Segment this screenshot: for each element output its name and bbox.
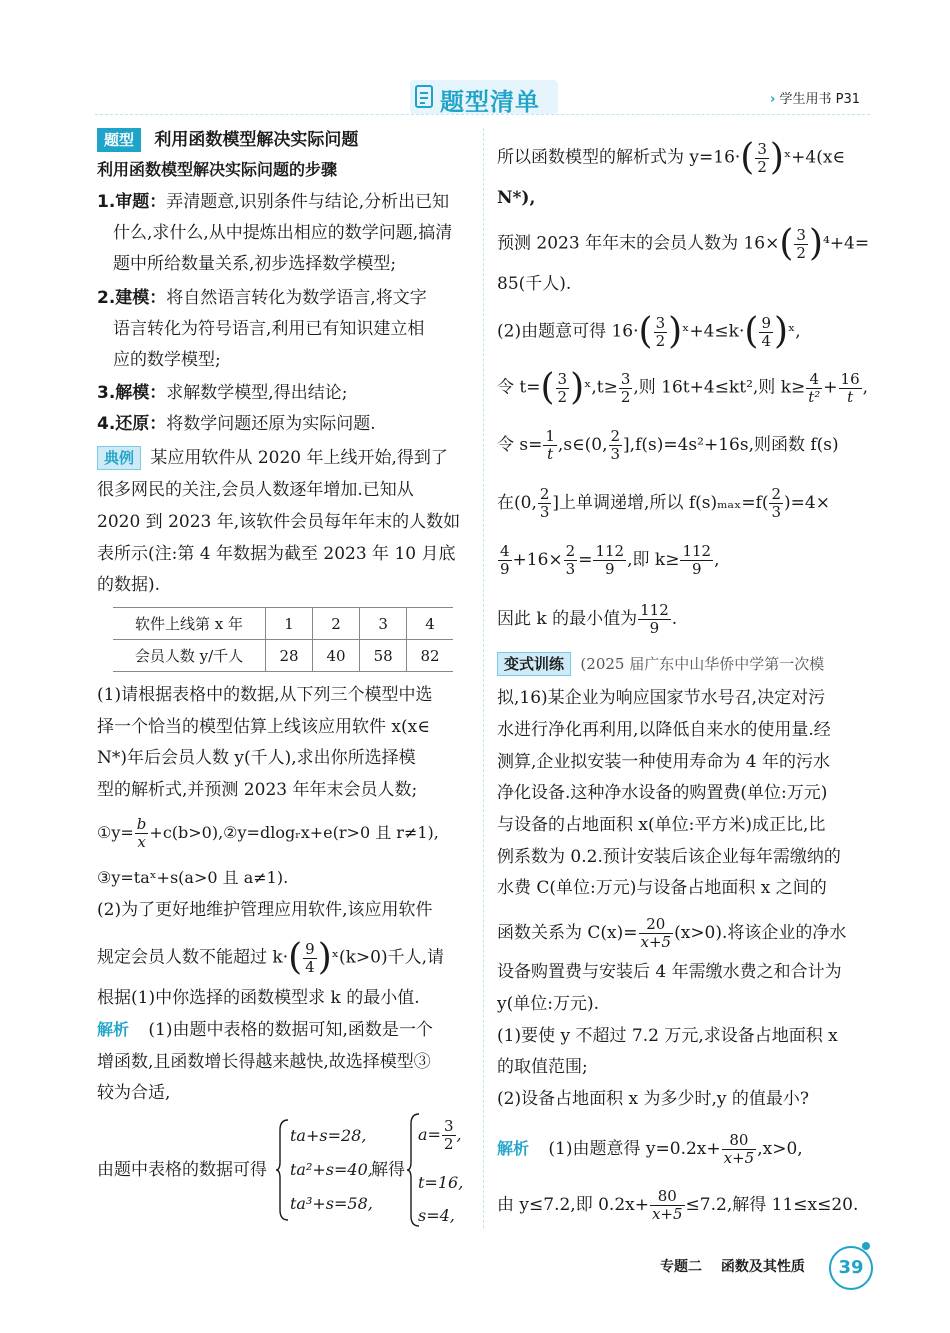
fraction: $\frac{80}{x+5}$ bbox=[651, 1187, 683, 1223]
table-row bbox=[113, 640, 453, 672]
table-cell: 40 bbox=[313, 640, 360, 672]
table-cell: 58 bbox=[360, 640, 407, 672]
fraction: $\frac{3}{2}$ bbox=[655, 313, 666, 350]
table-cell: 1 bbox=[266, 608, 313, 640]
right-line-2: N*), bbox=[497, 188, 536, 208]
model-options-line-1: ①y= $\frac{b}{x}$ +c(b>0),②y=dlogᵣx+e(r>0 且 r≠1), bbox=[97, 815, 439, 851]
variant-line-10: 设备购置费与安装后 4 年需缴水费之和合计为 bbox=[497, 962, 842, 982]
right-line-5: (2)由题意可得 16·( $\frac{3}{2}$ )ˣ+4≤k·( $\frac{9}{4}$ )ˣ, bbox=[497, 311, 801, 352]
right-line-1: 所以函数模型的解析式为 y=16·( $\frac{3}{2}$ )ˣ+4(x∈ bbox=[497, 137, 846, 178]
fraction: $\frac{b}{x}$ bbox=[136, 815, 147, 851]
variant-line-4: 测算,企业拟安装一种使用寿命为 4 年的污水 bbox=[497, 752, 831, 772]
table-cell: 82 bbox=[407, 640, 453, 672]
question-2-line-1: (2)为了更好地维护管理应用软件,该应用软件 bbox=[97, 900, 433, 920]
variant-line-5: 净化设备.这种净水设备的购置费(单位:万元) bbox=[497, 783, 828, 803]
header-title-badge bbox=[410, 80, 558, 114]
variant-line-12: (1)要使 y 不超过 7.2 万元,求设备占地面积 x bbox=[497, 1026, 838, 1046]
solution-tag: 解析 bbox=[97, 1020, 130, 1039]
header-rule bbox=[95, 114, 870, 115]
variant-line-8: 水费 C(单位:万元)与设备占地面积 x 之间的 bbox=[497, 878, 827, 898]
table-cell: 28 bbox=[266, 640, 313, 672]
example-line-3: 2020 到 2023 年,该软件会员每年年末的人数如 bbox=[97, 512, 461, 532]
question-2-line-3: 根据(1)中你选择的函数模型求 k 的最小值. bbox=[97, 988, 420, 1008]
solution-line-3: 较为合适, bbox=[97, 1083, 171, 1103]
fraction: $\frac{112}{9}$ bbox=[682, 542, 712, 578]
data-table bbox=[113, 607, 453, 672]
fraction: $\frac{4}{9}$ bbox=[500, 542, 510, 578]
question-1-line-2: 择一个恰当的模型估算上线该应用软件 x(x∈ bbox=[97, 717, 430, 737]
variant-tag: 变式训练 bbox=[497, 652, 571, 676]
right-line-6: 令 t=( $\frac{3}{2}$ )ˣ,t≥ $\frac{3}{2}$ ,则 16t+4≤kt²,则 k≥ $\frac{4}{\text{t²}}$ + $\frac{16}{t}$ , bbox=[497, 367, 869, 408]
variant-solution-line-1: 解析 (1)由题意得 y=0.2x+ $\frac{80}{x+5}$ ,x>0, bbox=[497, 1131, 803, 1167]
page-dot-icon bbox=[862, 1242, 870, 1250]
page-number: 39 bbox=[838, 1257, 864, 1278]
system-eq-2: ta²+s=40, bbox=[290, 1160, 373, 1179]
fraction: $\frac{2}{3}$ bbox=[565, 542, 576, 578]
system-eq-1: ta+s=28, bbox=[290, 1126, 367, 1145]
table-row bbox=[113, 608, 453, 640]
example-line-1: 典例 某应用软件从 2020 年上线开始,得到了 bbox=[97, 446, 448, 470]
right-line-8: 在(0, $\frac{2}{3}$ ]上单调递增,所以 f(s)ₘₐₓ=f( $\frac{2}{3}$ )=4× bbox=[497, 485, 830, 521]
system-prefix: 由题中表格的数据可得 bbox=[97, 1160, 267, 1180]
variant-line-2: 拟,16)某企业为响应国家节水号召,决定对污 bbox=[497, 688, 826, 708]
checklist-icon bbox=[414, 84, 436, 110]
topic-title: 利用函数模型解决实际问题 bbox=[154, 130, 359, 150]
footer-chapter: 专题二 函数及其性质 bbox=[660, 1259, 805, 1275]
system-eq-3: ta³+s=58, bbox=[290, 1194, 373, 1213]
table-cell: 4 bbox=[407, 608, 453, 640]
chevron-right-icon: › bbox=[770, 92, 776, 107]
result-t: t=16, bbox=[418, 1173, 464, 1192]
step-1-line-1: 1.审题：弄清题意,识别条件与结论,分析出已知 bbox=[97, 192, 450, 212]
fraction: $\frac{20}{x+5}$ bbox=[640, 915, 672, 951]
fraction: $\frac{2}{3}$ bbox=[539, 485, 550, 521]
variant-line-3: 水进行净化再利用,以降低自来水的使用量.经 bbox=[497, 720, 831, 740]
steps-title: 利用函数模型解决实际问题的步骤 bbox=[97, 160, 338, 179]
fraction: $\frac{3}{2}$ bbox=[557, 369, 568, 406]
fraction: $\frac{9}{4}$ bbox=[761, 313, 771, 350]
solution-tag: 解析 bbox=[497, 1139, 530, 1158]
example-line-4: 表所示(注:第 4 年数据为截至 2023 年 10 月底 bbox=[97, 544, 456, 564]
question-2-line-2: 规定会员人数不能超过 k·( $\frac{9}{4}$ )ˣ(k>0)千人,请 bbox=[97, 937, 444, 978]
question-1-line-4: 型的解析式,并预测 2023 年年末会员人数; bbox=[97, 780, 418, 800]
result-a: a= $\frac{3}{2}$ , bbox=[418, 1117, 462, 1153]
result-s: s=4, bbox=[418, 1206, 455, 1225]
question-1-line-1: (1)请根据表格中的数据,从下列三个模型中选 bbox=[97, 685, 433, 705]
topic-tag: 题型 bbox=[97, 128, 141, 152]
variant-line-6: 与设备的占地面积 x(单位:平方米)成正比,比 bbox=[497, 815, 826, 835]
example-tag: 典例 bbox=[97, 446, 141, 470]
fraction: $\frac{2}{3}$ bbox=[771, 485, 782, 521]
step-1-line-2: 什么,求什么,从中提炼出相应的数学问题,搞清 bbox=[113, 223, 453, 243]
table-cell: 会员人数 y/千人 bbox=[113, 640, 266, 672]
variant-line-14: (2)设备占地面积 x 为多少时,y 的值最小? bbox=[497, 1089, 810, 1109]
fraction: $\frac{16}{t}$ bbox=[840, 369, 860, 406]
right-line-3: 预测 2023 年年末的会员人数为 16×( $\frac{3}{2}$ )⁴+4= bbox=[497, 223, 870, 264]
variant-solution-line-2: 由 y≤7.2,即 0.2x+ $\frac{80}{x+5}$ ≤7.2,解得 11≤x≤20. bbox=[497, 1187, 859, 1223]
left-brace bbox=[276, 1118, 290, 1222]
step-2-line-3: 应的数学模型; bbox=[113, 350, 221, 370]
solution-line-2: 增函数,且函数增长得越来越快,故选择模型③ bbox=[97, 1052, 431, 1072]
step-2-line-1: 2.建模：将自然语言转化为数学语言,将文字 bbox=[97, 288, 427, 308]
fraction: $\frac{2}{3}$ bbox=[610, 427, 621, 463]
fraction: $\frac{9}{4}$ bbox=[305, 939, 315, 976]
question-1-line-3: N*)年后会员人数 y(千人),求出你所选择模 bbox=[97, 748, 416, 768]
model-options-line-2: ③y=taˣ+s(a>0 且 a≠1). bbox=[97, 868, 289, 887]
fraction: $\frac{3}{2}$ bbox=[796, 225, 806, 262]
step-2-line-2: 语言转化为符号语言,利用已有知识建立相 bbox=[113, 319, 425, 339]
solution-line-1: 解析 (1)由题中表格的数据可知,函数是一个 bbox=[97, 1020, 433, 1040]
table-cell: 2 bbox=[313, 608, 360, 640]
table-cell: 3 bbox=[360, 608, 407, 640]
example-line-5: 的数据). bbox=[97, 575, 161, 595]
step-4-line-1: 4.还原：将数学问题还原为实际问题. bbox=[97, 414, 376, 434]
variant-line-11: y(单位:万元). bbox=[497, 994, 599, 1014]
system-solve-word: 解得 bbox=[371, 1160, 405, 1180]
right-line-7: 令 s= $\frac{1}{t}$ ,s∈(0, $\frac{2}{3}$ ],f(s)=4s²+16s,则函数 f(s) bbox=[497, 427, 839, 463]
variant-line-1: 变式训练 (2025 届广东中山华侨中学第一次模 bbox=[497, 652, 824, 676]
right-line-4: 85(千人). bbox=[497, 274, 572, 294]
variant-line-7: 例系数为 0.2.预计安装后该企业每年需缴纳的 bbox=[497, 847, 841, 867]
right-line-10: 因此 k 的最小值为 $\frac{112}{9}$ . bbox=[497, 601, 678, 637]
variant-line-9: 函数关系为 C(x)= $\frac{20}{x+5}$ (x>0).将该企业的净水 bbox=[497, 915, 847, 951]
fraction: $\frac{3}{2}$ bbox=[757, 139, 767, 176]
fraction: $\frac{3}{2}$ bbox=[443, 1117, 454, 1153]
right-line-9: $\frac{4}{9}$ +16× $\frac{2}{3}$ = $\frac{112}{9}$ ,即 k≥ $\frac{112}{9}$ , bbox=[500, 542, 720, 578]
topic-heading bbox=[97, 128, 358, 152]
fraction: $\frac{80}{x+5}$ bbox=[723, 1131, 755, 1167]
fraction: $\frac{112}{9}$ bbox=[640, 601, 669, 637]
step-3-line-1: 3.解模：求解数学模型,得出结论; bbox=[97, 383, 348, 403]
page-number-badge bbox=[829, 1246, 873, 1290]
step-1-line-3: 题中所给数量关系,初步选择数学模型; bbox=[113, 254, 397, 274]
variant-line-13: 的取值范围; bbox=[497, 1057, 588, 1077]
fraction: $\frac{4}{\text{t²}}$ bbox=[808, 369, 821, 406]
example-line-2: 很多网民的关注,会员人数逐年增加.已知从 bbox=[97, 480, 414, 500]
table-cell: 软件上线第 x 年 bbox=[113, 608, 266, 640]
page-section-title: 题型清单 bbox=[440, 88, 540, 116]
fraction: $\frac{3}{2}$ bbox=[620, 369, 631, 406]
fraction: $\frac{112}{9}$ bbox=[595, 542, 625, 578]
column-divider bbox=[483, 128, 484, 1228]
student-book-ref: › 学生用书 P31 bbox=[770, 92, 861, 107]
fraction: $\frac{1}{t}$ bbox=[545, 427, 555, 463]
